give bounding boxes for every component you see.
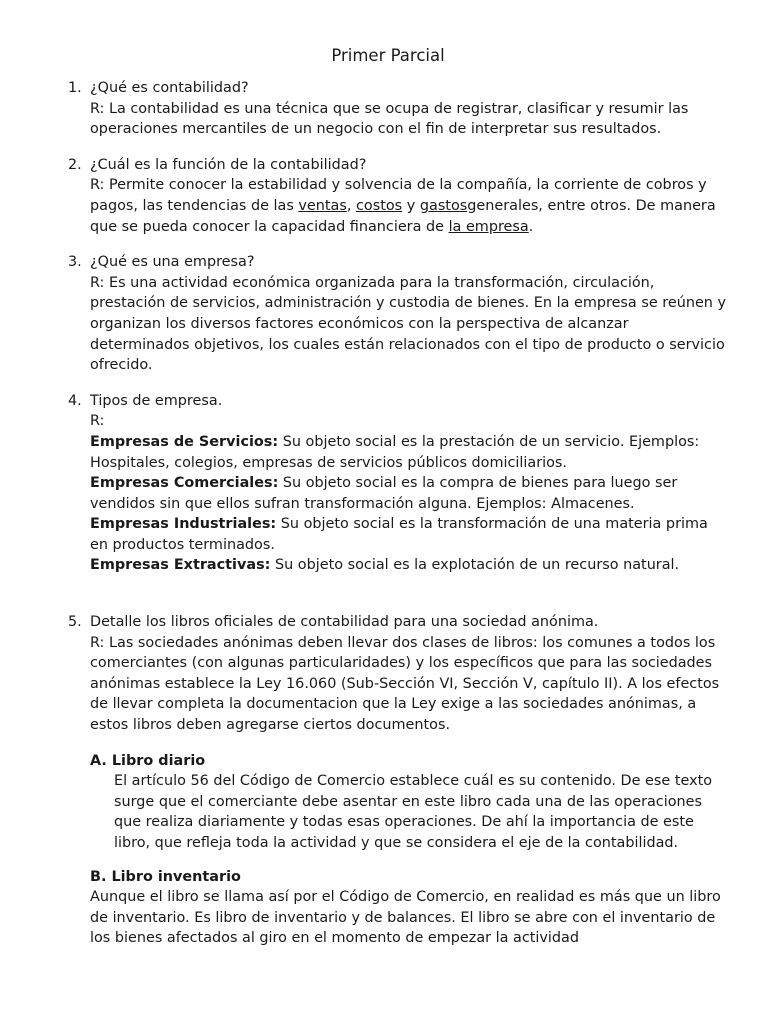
section-text: El artículo 56 del Código de Comercio establece cuál es su contenido. De ese texto surge que el comerciante debe asentar en este libro cada una de las operaciones que realiza diariamente y todas esas operaciones. De ahí la importancia de este libro, que refleja toda la actividad y que se considera el eje de la contabilidad.	[114, 773, 713, 851]
question-number: 4.	[68, 392, 82, 409]
question-4	[48, 391, 728, 576]
answer-part: R: Permite conocer la estabilidad y solvencia de la compañía, la corriente de cobros y pagos, las tendencias de las	[90, 177, 707, 214]
separator: y	[402, 197, 420, 214]
answer-text	[90, 175, 728, 237]
type-text: Su objeto social es la transformación de una materia prima en productos terminados.	[90, 516, 708, 553]
type-text: Su objeto social es la explotación de un recurso natural.	[270, 557, 680, 574]
answer-prefix: R:	[90, 413, 105, 430]
answer-text: R: Es una actividad económica organizada para la transformación, circulación, prestación de servicios, administración y custodia de bienes. En la empresa se reúnen y organizan los diversos factores económicos con la perspectiva de alcanzar determinados objetivos, los cuales están relacionados con el tipo de producto o servicio ofrecido.	[90, 274, 727, 374]
answer-part: .	[528, 218, 534, 235]
link-costos[interactable]: costos	[356, 197, 403, 214]
separator: ,	[346, 197, 357, 214]
type-label: Empresas Industriales:	[90, 516, 277, 533]
question-text: ¿Qué es una empresa?	[90, 254, 255, 271]
section-text: Aunque el libro se llama así por el Código de Comercio, en realidad es más que un libro de inventario. Es libro de inventario y de balances. El libro se abre con el inventario de los bienes afectados al giro en el momento de empezar la actividad	[90, 889, 721, 947]
section-libro-inventario	[90, 867, 728, 949]
question-number: 2.	[68, 156, 82, 173]
empresa-industriales	[90, 514, 728, 555]
section-heading: B. Libro inventario	[90, 868, 241, 885]
empresa-servicios	[90, 432, 728, 473]
section-heading: A. Libro diario	[90, 752, 206, 769]
type-text: Su objeto social es la compra de bienes para luego ser vendidos sin que ellos sufran transformación alguna. Ejemplos: Almacenes.	[90, 475, 678, 512]
question-number: 1.	[68, 80, 82, 96]
question-number: 5.	[68, 614, 82, 631]
type-label: Empresas Comerciales:	[90, 475, 279, 492]
type-text: Su objeto social es la prestación de un servicio. Ejemplos: Hospitales, colegios, empresas de servicios públicos domiciliarios.	[90, 433, 700, 471]
question-text: Tipos de empresa.	[90, 392, 223, 409]
empresa-comerciales	[90, 473, 728, 514]
page-title: Primer Parcial	[331, 46, 445, 65]
question-text: ¿Cuál es la función de la contabilidad?	[90, 156, 367, 173]
question-text: ¿Qué es contabilidad?	[90, 80, 249, 96]
question-5	[48, 612, 728, 949]
question-2	[48, 155, 728, 237]
question-text: Detalle los libros oficiales de contabilidad para una sociedad anónima.	[90, 614, 599, 631]
section-libro-diario	[90, 751, 728, 854]
type-label: Empresas Extractivas:	[90, 557, 271, 574]
question-3	[48, 252, 728, 376]
answer-text: R: Las sociedades anónimas deben llevar dos clases de libros: los comunes a todos los comerciantes (con algunas particularidades) y los específicos que para las sociedades anónimas establece la Ley 16.060 (Sub-Sección VI, Sección V, capítulo II). A los efectos de llevar completa la documentacion que la Ley exige a las sociedades anónimas, a estos libros deben agregarse ciertos documentos.	[90, 634, 720, 734]
link-la-empresa[interactable]: la empresa	[448, 218, 529, 235]
empresa-extractivas	[90, 555, 728, 576]
answer-text: R: La contabilidad es una técnica que se ocupa de registrar, clasificar y resumir las operaciones mercantiles de un negocio con el fin de interpretar sus resultados.	[90, 100, 689, 138]
link-gastos[interactable]: gastos	[419, 197, 468, 214]
question-1	[48, 78, 728, 140]
answer-part: generales, entre otros. De manera que se pueda conocer la capacidad financiera de	[90, 197, 716, 235]
link-ventas[interactable]: ventas	[298, 197, 347, 214]
question-number: 3.	[68, 254, 82, 271]
type-label: Empresas de Servicios:	[90, 433, 279, 450]
